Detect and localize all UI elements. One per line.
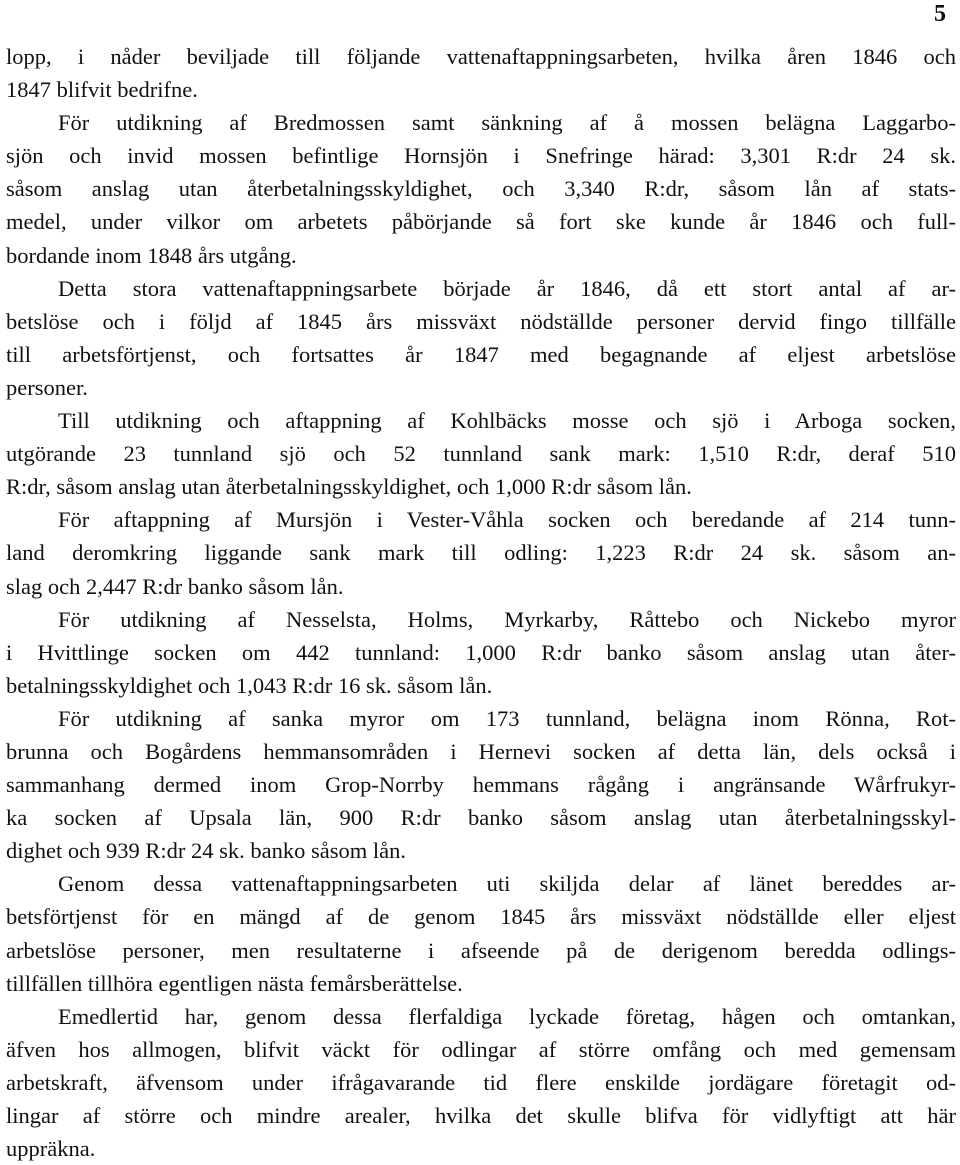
text-line: medel, under vilkor om arbetets påbörjande så fort ske kunde år 1846 och full- xyxy=(6,209,956,235)
text-line: betalningsskyldighet och 1,043 R:dr 16 sk. såsom lån. xyxy=(6,672,493,698)
body-text xyxy=(6,40,956,1165)
text-line: brunna och Bogårdens hemmansområden i Hernevi socken af detta län, dels också i xyxy=(6,738,956,764)
text-line: sammanhang dermed inom Grop-Norrby hemmans rågång i angränsande Wårfrukyr- xyxy=(6,772,956,798)
text-line: äfven hos allmogen, blifvit väckt för odlingar af större omfång och med gemensam xyxy=(6,1036,956,1062)
text-line: arbetslöse personer, men resultaterne i afseende på de derigenom beredda odlings- xyxy=(6,937,956,963)
text-line: uppräkna. xyxy=(6,1136,96,1162)
text-line: ka socken af Upsala län, 900 R:dr banko såsom anslag utan återbetalningsskyl- xyxy=(6,805,956,831)
text-line: utgörande 23 tunnland sjö och 52 tunnland sank mark: 1,510 R:dr, deraf 510 xyxy=(6,441,956,467)
text-line: R:dr, såsom anslag utan återbetalningsskyldighet, och 1,000 R:dr såsom lån. xyxy=(6,474,692,500)
text-line: lingar af större och mindre arealer, hvilka det skulle blifva för vidlyftigt att här xyxy=(6,1103,956,1128)
text-line: tillfällen tillhöra egentligen nästa femårsberättelse. xyxy=(6,970,463,996)
page-number: 5 xyxy=(934,1,946,27)
text-line: Emedlertid har, genom dessa flerfaldiga lyckade företag, hågen och omtankan, xyxy=(58,1003,956,1029)
text-line: slag och 2,447 R:dr banko såsom lån. xyxy=(6,573,344,599)
text-line: För utdikning af Nesselsta, Holms, Myrkarby, Råttebo och Nickebo myror xyxy=(58,606,956,632)
text-line: personer. xyxy=(6,374,88,400)
text-line: sjön och invid mossen befintlige Hornsjön i Snefringe härad: 3,301 R:dr 24 sk. xyxy=(6,143,956,169)
text-line: betslöse och i följd af 1845 års missväxt nödställde personer dervid fingo tillfälle xyxy=(6,308,956,334)
text-line: lopp, i nåder beviljade till följande vattenaftappningsarbeten, hvilka åren 1846 och xyxy=(6,44,956,69)
text-line: betsförtjenst för en mängd af de genom 1845 års missväxt nödställde eller eljest xyxy=(6,904,956,930)
text-line: För utdikning af Bredmossen samt sänkning af å mossen belägna Laggarbo- xyxy=(58,110,956,136)
text-line: Detta stora vattenaftappningsarbete började år 1846, då ett stort antal af ar- xyxy=(58,275,956,301)
text-line: dighet och 939 R:dr 24 sk. banko såsom lån. xyxy=(6,838,406,864)
text-line: till arbetsförtjenst, och fortsattes år 1847 med begagnande af eljest arbetslöse xyxy=(6,341,956,367)
text-line: För aftappning af Mursjön i Vester-Våhla socken och beredande af 214 tunn- xyxy=(58,507,956,533)
text-line: land deromkring liggande sank mark till odling: 1,223 R:dr 24 sk. såsom an- xyxy=(6,540,956,566)
text-line: såsom anslag utan återbetalningsskyldighet, och 3,340 R:dr, såsom lån af stats- xyxy=(6,176,956,202)
text-line: 1847 blifvit bedrifne. xyxy=(6,77,198,103)
text-line: Genom dessa vattenaftappningsarbeten uti skiljda delar af länet bereddes ar- xyxy=(58,871,956,897)
text-line: För utdikning af sanka myror om 173 tunnland, belägna inom Rönna, Rot- xyxy=(58,705,956,731)
text-line: Till utdikning och aftappning af Kohlbäcks mosse och sjö i Arboga socken, xyxy=(58,408,956,434)
text-line: i Hvittlinge socken om 442 tunnland: 1,000 R:dr banko såsom anslag utan åter- xyxy=(6,639,956,665)
text-line: arbetskraft, äfvensom under ifrågavarande tid flere enskilde jordägare företagit od- xyxy=(6,1069,956,1095)
text-line: bordande inom 1848 års utgång. xyxy=(6,242,297,268)
